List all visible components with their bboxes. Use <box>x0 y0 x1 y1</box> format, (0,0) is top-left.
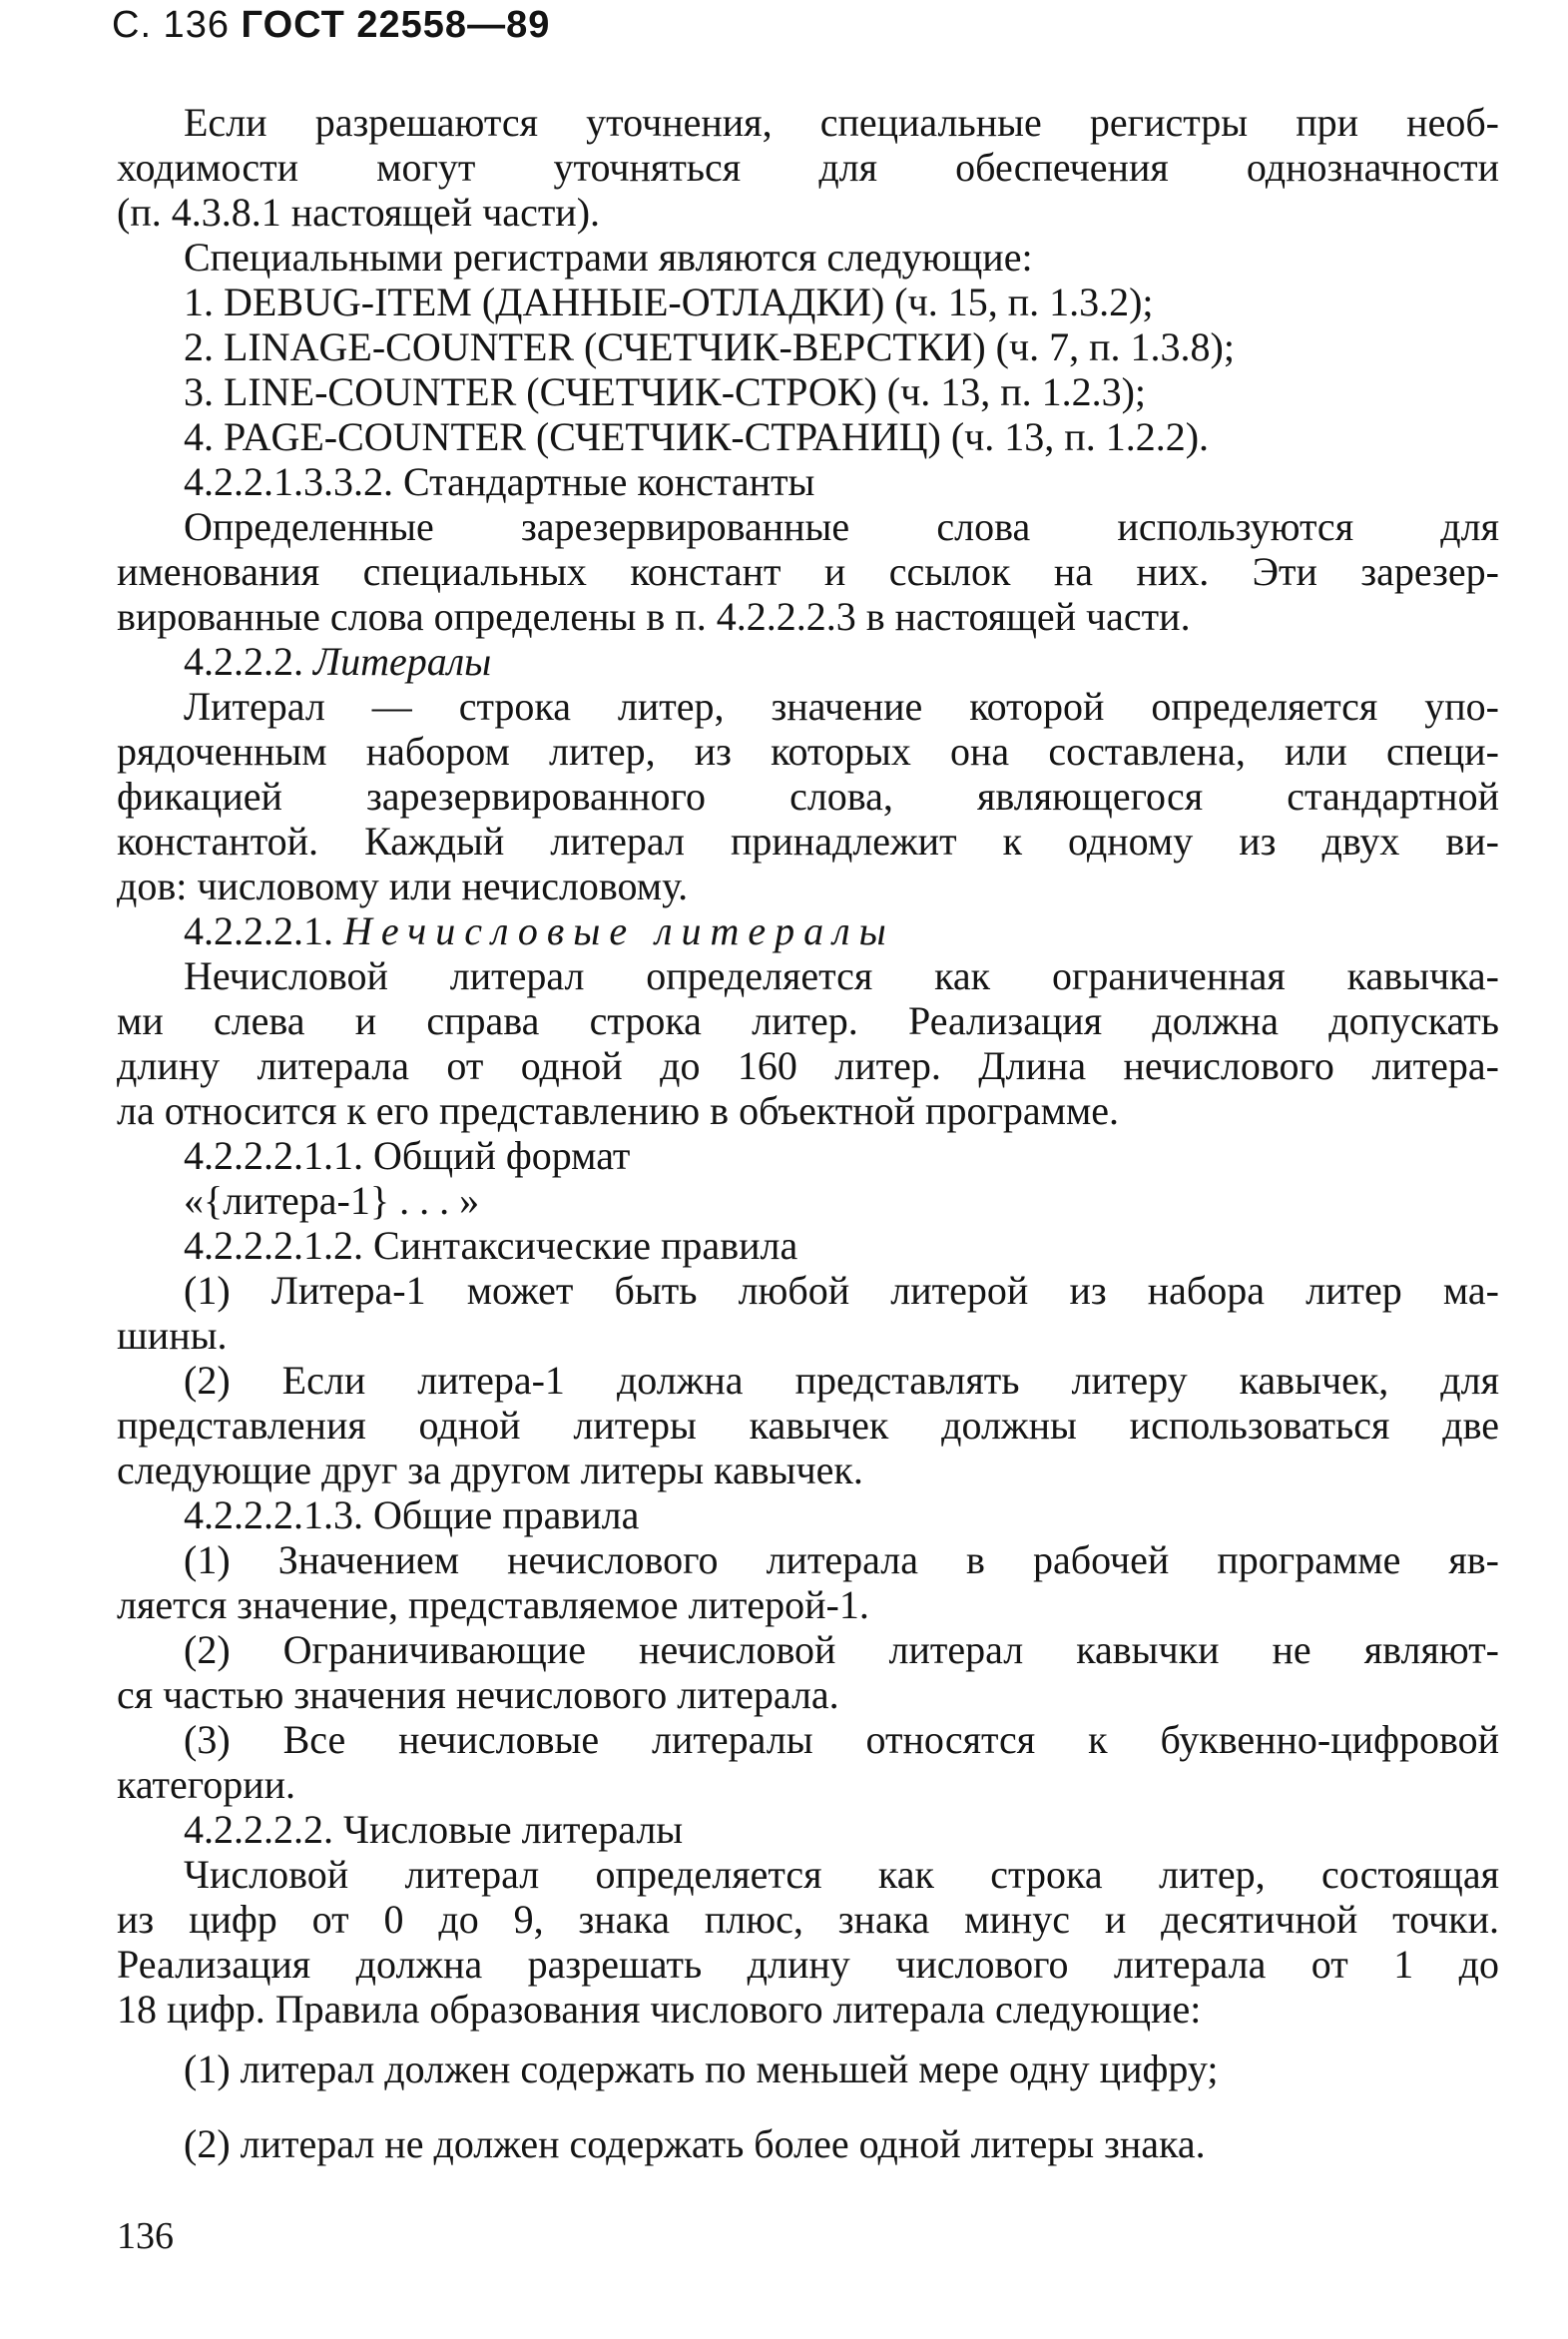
section-number: 4.2.2.2. <box>184 639 303 684</box>
text-line: рядоченным набором литер, из которых она составлена, или специ- <box>117 729 1499 774</box>
text-line: длину литерала от одной до 160 литер. Длина нечислового литера- <box>117 1043 1499 1088</box>
register-item: 4. PAGE-COUNTER (СЧЕТЧИК-СТРАНИЦ) (ч. 13, п. 1.2.2). <box>184 414 1210 459</box>
page-header <box>112 4 550 47</box>
text-line: ми слева и справа строка литер. Реализация должна допускать <box>117 998 1499 1043</box>
text-line: (п. 4.3.8.1 настоящей части). <box>117 190 601 235</box>
rule-line: ляется значение, представляемое литерой-1. <box>117 1582 869 1627</box>
section-heading: 4.2.2.2.1.3. Общие правила <box>184 1492 640 1537</box>
header-page-ref: С. 136 <box>112 4 230 46</box>
rule-line: (2) Ограничивающие нечисловой литерал кавычки не являют- <box>184 1627 1499 1672</box>
register-item: 1. DEBUG-ITEM (ДАННЫЕ-ОТЛАДКИ) (ч. 15, п. 1.3.2); <box>184 280 1154 324</box>
rule-line: (1) литерал должен содержать по меньшей мере одну цифру; <box>184 2047 1219 2091</box>
rule-line: шины. <box>117 1313 228 1358</box>
section-heading: 4.2.2.2.1.2. Синтаксические правила <box>184 1223 798 1268</box>
text-line: 18 цифр. Правила образования числового литерала следующие: <box>117 1987 1202 2032</box>
rule-line: (3) Все нечисловые литералы относятся к буквенно-цифровой <box>184 1717 1499 1762</box>
text-line: фикацией зарезервированного слова, являющегося стандартной <box>117 774 1499 819</box>
register-item: 2. LINAGE-COUNTER (СЧЕТЧИК-ВЕРСТКИ) (ч. 7, п. 1.3.8); <box>184 324 1235 369</box>
rule-line: (1) Литера-1 может быть любой литерой из набора литер ма- <box>184 1268 1499 1313</box>
text-line: ходимости могут уточняться для обеспечения однозначности <box>117 145 1499 190</box>
section-heading <box>184 639 1566 685</box>
section-title: Литералы <box>313 639 492 684</box>
text-line: Нечисловой литерал определяется как ограниченная кавычка- <box>184 953 1499 998</box>
text-line: константой. Каждый литерал принадлежит к одному из двух ви- <box>117 819 1499 864</box>
rule-line: ся частью значения нечислового литерала. <box>117 1672 839 1717</box>
register-item: 3. LINE-COUNTER (СЧЕТЧИК-СТРОК) (ч. 13, п. 1.2.3); <box>184 369 1147 414</box>
text-line: дов: числовому или нечисловому. <box>117 864 689 908</box>
section-heading <box>184 908 1566 954</box>
section-heading: 4.2.2.1.3.3.2. Стандартные константы <box>184 459 815 504</box>
section-heading: 4.2.2.2.2. Числовые литералы <box>184 1807 684 1852</box>
rule-line: категории. <box>117 1762 296 1807</box>
text-line: вированные слова определены в п. 4.2.2.2.3 в настоящей части. <box>117 594 1191 639</box>
text-line: Определенные зарезервированные слова используются для <box>184 504 1499 549</box>
section-title: Нечисловые литералы <box>343 908 895 953</box>
text-line: Литерал — строка литер, значение которой определяется упо- <box>184 684 1499 729</box>
rule-line: (2) литерал не должен содержать более одной литеры знака. <box>184 2121 1206 2166</box>
text-line: из цифр от 0 до 9, знака плюс, знака минус и десятичной точки. <box>117 1897 1499 1942</box>
text-line: Числовой литерал определяется как строка литер, состоящая <box>184 1852 1499 1897</box>
rule-line: представления одной литеры кавычек должны использоваться две <box>117 1403 1499 1448</box>
section-number: 4.2.2.2.1. <box>184 908 333 953</box>
text-line: ла относится к его представлению в объектной программе. <box>117 1088 1120 1133</box>
rule-line: (2) Если литера-1 должна представлять литеру кавычек, для <box>184 1358 1499 1403</box>
text-line: Специальными регистрами являются следующие: <box>184 235 1033 280</box>
text-line: Если разрешаются уточнения, специальные регистры при необ- <box>184 100 1499 145</box>
text-line: именования специальных констант и ссылок на них. Эти зарезер- <box>117 549 1499 594</box>
page-number: 136 <box>117 2215 174 2257</box>
rule-line: (1) Значением нечислового литерала в рабочей программе яв- <box>184 1537 1499 1582</box>
text-line: Реализация должна разрешать длину числового литерала от 1 до <box>117 1942 1499 1987</box>
header-standard: ГОСТ 22558—89 <box>241 4 551 46</box>
rule-line: следующие друг за другом литеры кавычек. <box>117 1448 863 1492</box>
section-heading: 4.2.2.2.1.1. Общий формат <box>184 1133 631 1178</box>
general-format: «{литера-1} . . . » <box>184 1178 480 1223</box>
